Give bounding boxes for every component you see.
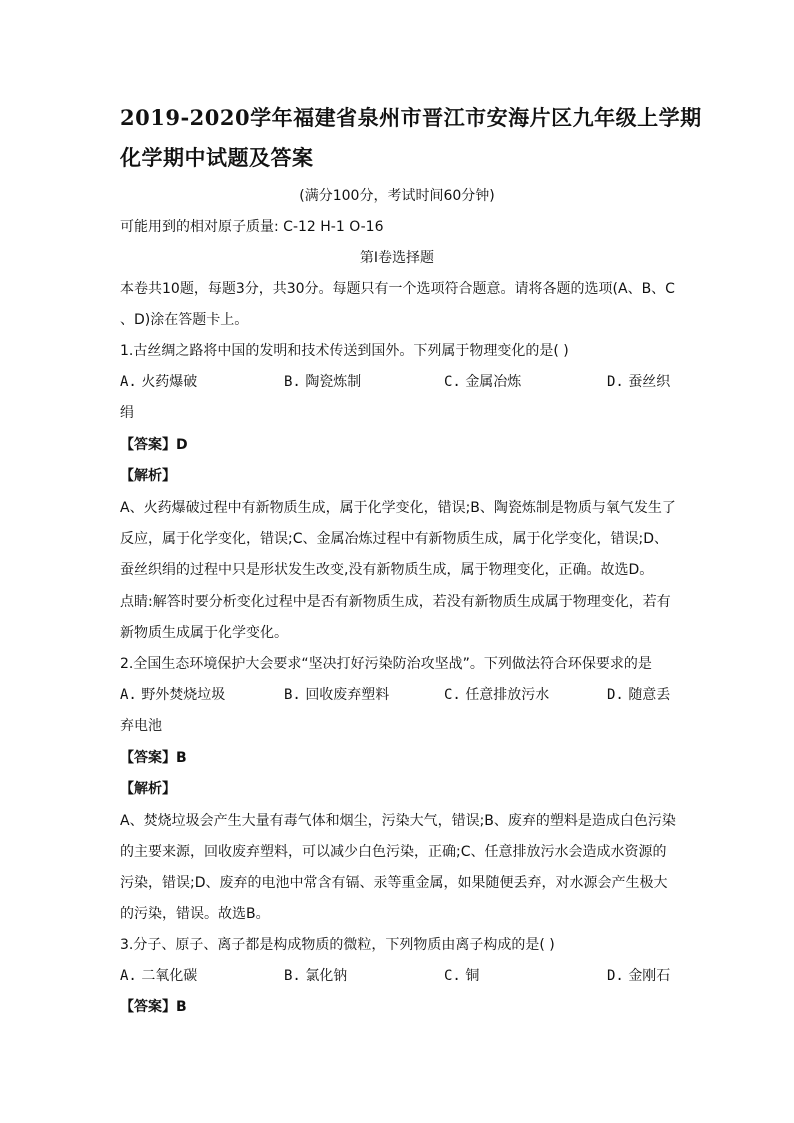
question-3-option-d: [607, 968, 670, 984]
option-text: 火药爆破: [141, 374, 198, 390]
option-letter: D.: [607, 687, 624, 703]
question-1-analysis-line-3: 蚕丝织绢的过程中只是形状发生改变,没有新物质生成，属于物理变化，正确。故选D。: [120, 562, 654, 578]
option-text: 蚕丝织: [628, 374, 671, 390]
question-2-analysis-line-3: 污染，错误;D、废弃的电池中常含有镉、汞等重金属，如果随便丢弃，对水源会产生极大: [120, 875, 668, 891]
question-1-analysis-line-1: A、火药爆破过程中有新物质生成，属于化学变化，错误;B、陶瓷炼制是物质与氧气发生了: [120, 500, 676, 516]
question-1-option-d-wrap: 绢: [120, 405, 134, 421]
option-letter: D.: [607, 968, 624, 984]
option-letter: A.: [120, 374, 137, 390]
section-title: 第I卷选择题: [359, 250, 435, 266]
instructions-line-1: 本卷共10题，每题3分，共30分。每题只有一个选项符合题意。请将各题的选项(A、B、C: [120, 281, 675, 297]
option-letter: B.: [284, 374, 301, 390]
option-letter: B.: [284, 687, 301, 703]
option-text: 随意丢: [628, 687, 671, 703]
exam-subtitle: (满分100分，考试时间60分钟): [299, 188, 495, 204]
question-2-analysis-line-2: 的主要来源，回收废弃塑料，可以减少白色污染，正确;C、任意排放污水会造成水资源的: [120, 844, 667, 860]
atomic-mass-note: 可能用到的相对原子质量: C-12 H-1 O-16: [120, 219, 384, 235]
document-title-line-2: 化学期中试题及答案: [120, 145, 314, 170]
option-text: 金刚石: [628, 968, 671, 984]
option-text: 野外焚烧垃圾: [141, 687, 226, 703]
question-2-stem: 2.全国生态环境保护大会要求“坚决打好污染防治攻坚战”。下列做法符合环保要求的是: [120, 656, 652, 672]
question-2-option-d: [607, 687, 670, 703]
question-2-option-a: [120, 687, 225, 703]
option-letter: B.: [284, 968, 301, 984]
question-1-stem: 1.古丝绸之路将中国的发明和技术传送到国外。下列属于物理变化的是( ): [120, 343, 569, 359]
option-letter: C.: [444, 374, 461, 390]
question-2-analysis-line-4: 的污染，错误。故选B。: [120, 906, 270, 922]
question-1-answer: 【答案】D: [120, 437, 188, 453]
question-3-answer: 【答案】B: [120, 999, 187, 1015]
option-letter: A.: [120, 968, 137, 984]
option-letter: A.: [120, 687, 137, 703]
question-1-analysis-line-5: 新物质生成属于化学变化。: [120, 625, 288, 641]
option-text: 回收废弃塑料: [305, 687, 390, 703]
question-2-option-b: [284, 687, 389, 703]
option-letter: C.: [444, 968, 461, 984]
question-2-option-d-wrap: 弃电池: [120, 718, 162, 734]
question-1-option-c: [444, 374, 521, 390]
question-3-option-c: [444, 968, 479, 984]
option-text: 铜: [465, 968, 480, 984]
question-2-analysis-label: 【解析】: [120, 781, 176, 797]
question-1-option-b: [284, 374, 361, 390]
option-text: 金属冶炼: [465, 374, 522, 390]
question-1-analysis-label: 【解析】: [120, 468, 176, 484]
question-3-stem: 3.分子、原子、离子都是构成物质的微粒，下列物质由离子构成的是( ): [120, 937, 555, 953]
option-text: 任意排放污水: [465, 687, 550, 703]
question-3-option-b: [284, 968, 347, 984]
instructions-line-2: 、D)涂在答题卡上。: [120, 312, 249, 328]
question-2-answer: 【答案】B: [120, 750, 187, 766]
option-text: 二氧化碳: [141, 968, 198, 984]
option-letter: C.: [444, 687, 461, 703]
question-1-analysis-line-4: 点睛:解答时要分析变化过程中是否有新物质生成，若没有新物质生成属于物理变化，若有: [120, 594, 671, 610]
option-text: 氯化钠: [305, 968, 348, 984]
question-1-option-a: [120, 374, 197, 390]
question-2-option-c: [444, 687, 549, 703]
question-1-option-d: [607, 374, 670, 390]
option-text: 陶瓷炼制: [305, 374, 362, 390]
question-1-analysis-line-2: 反应，属于化学变化，错误;C、金属冶炼过程中有新物质生成，属于化学变化，错误;D、: [120, 531, 668, 547]
document-title-line-1: 2019-2020学年福建省泉州市晋江市安海片区九年级上学期: [120, 105, 702, 130]
question-3-option-a: [120, 968, 197, 984]
question-2-analysis-line-1: A、焚烧垃圾会产生大量有毒气体和烟尘，污染大气，错误;B、废弃的塑料是造成白色污染: [120, 813, 676, 829]
option-letter: D.: [607, 374, 624, 390]
